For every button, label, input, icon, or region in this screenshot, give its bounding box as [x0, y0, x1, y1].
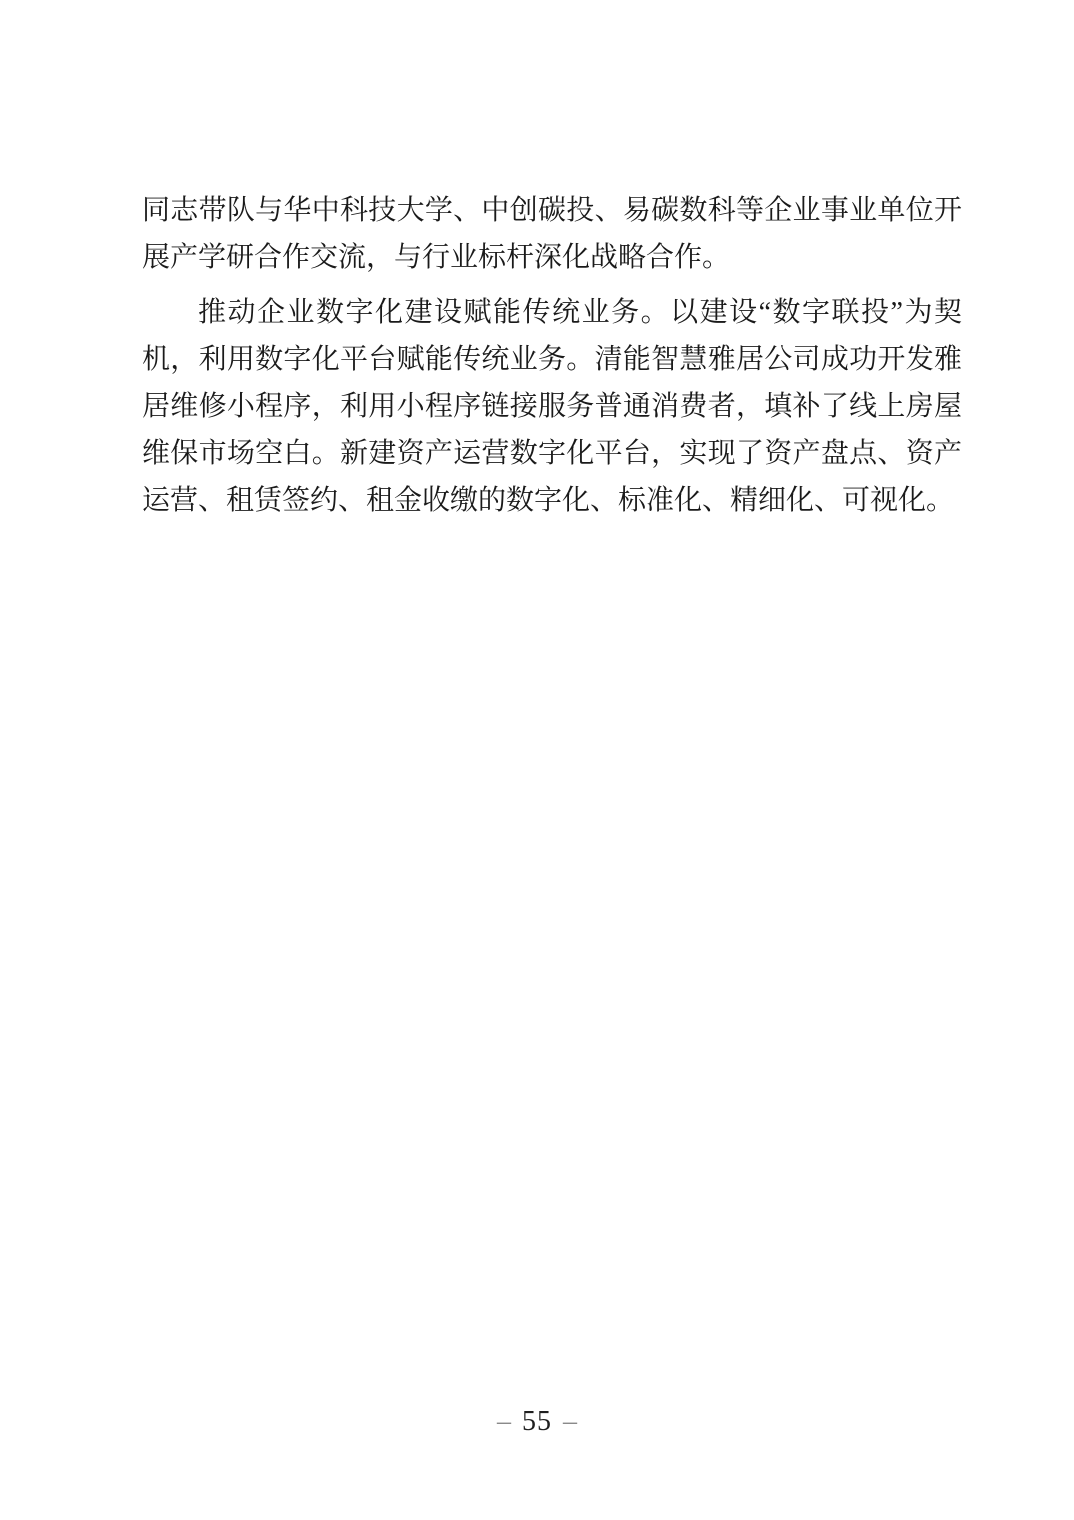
- text-line: 展产学研合作交流，与行业标杆深化战略合作。: [142, 242, 731, 273]
- text-line: 推动企业数字化建设赋能传统业务。以建设“数字联投”为契: [198, 297, 962, 328]
- text-line: 同志带队与华中科技大学、中创碳投、易碳数科等企业事业单位开: [142, 195, 962, 226]
- page-number: 55: [522, 1406, 552, 1437]
- text-line: 维保市场空白。新建资产运营数字化平台，实现了资产盘点、资产: [142, 438, 962, 469]
- text-line: 居维修小程序，利用小程序链接服务普通消费者，填补了线上房屋: [142, 391, 962, 422]
- text-line: 运营、租赁签约、租金收缴的数字化、标准化、精细化、可视化。: [142, 485, 955, 516]
- text-line: 机，利用数字化平台赋能传统业务。清能智慧雅居公司成功开发雅: [142, 344, 962, 375]
- document-body: [142, 187, 962, 524]
- page-number-dash-right: –: [563, 1406, 577, 1437]
- paragraph-1: [142, 187, 962, 281]
- page-footer: [0, 1406, 1074, 1438]
- page-number-dash-left: –: [497, 1406, 511, 1437]
- paragraph-2: [142, 289, 962, 524]
